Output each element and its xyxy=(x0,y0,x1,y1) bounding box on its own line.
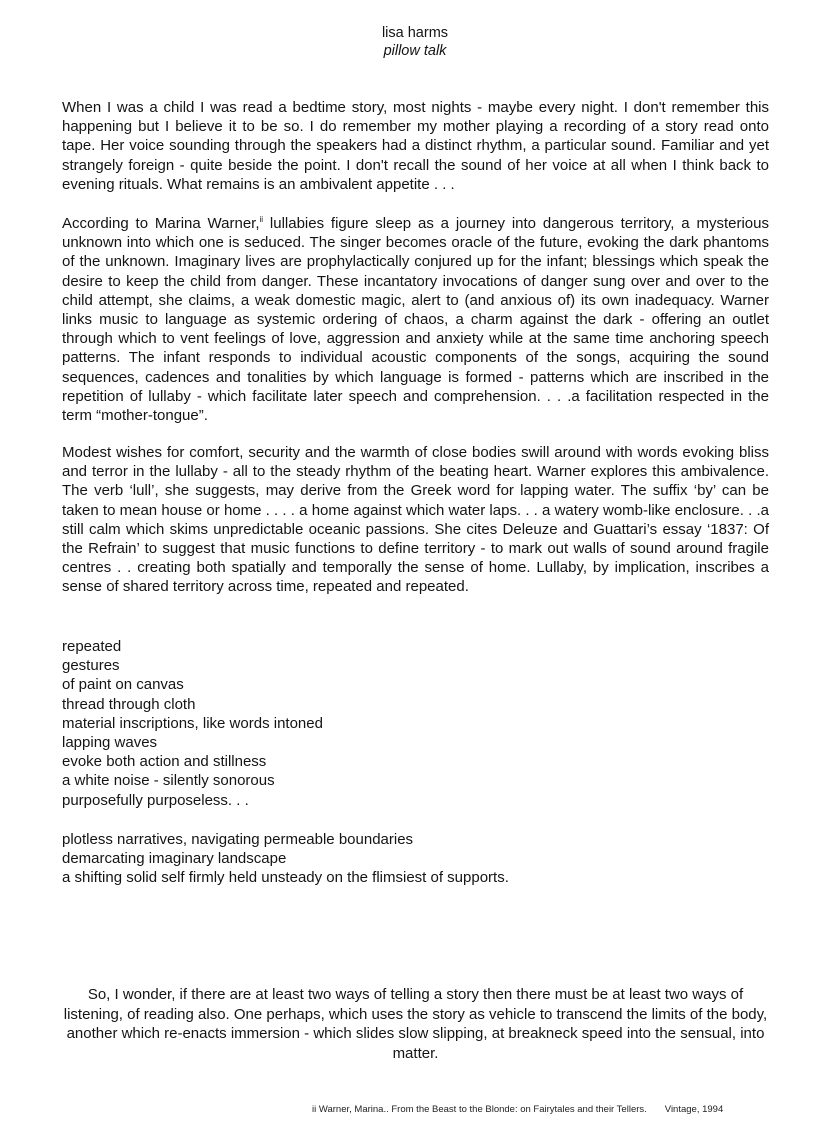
poem-line: a white noise - silently sonorous xyxy=(62,772,275,790)
author-name: lisa harms xyxy=(381,25,449,41)
document-header xyxy=(0,24,830,60)
poem-line: a shifting solid self firmly held unsteady on the flimsiest of supports. xyxy=(62,869,509,887)
poem-line: of paint on canvas xyxy=(62,676,184,694)
footnote-publisher: Vintage, 1994 xyxy=(664,1104,724,1115)
poem-line: thread through cloth xyxy=(62,695,196,713)
footnote-citation: Warner, Marina.. From the Beast to the Blonde: on Fairytales and their Tellers. xyxy=(318,1104,647,1115)
poem-line: material inscriptions, like words intoned xyxy=(62,714,323,732)
poem-line: lapping waves xyxy=(62,734,158,752)
poem-line: repeated xyxy=(62,638,122,655)
document-title: pillow talk xyxy=(383,43,447,59)
paragraph-childhood-bedtime: When I was a child I was read a bedtime story, most nights - maybe every night. I don't remember this happening but I believe it to be so. I do remember my mother playing a recording of a story read onto tape. Her voice sounding through the speakers had a distinct rhythm, a particular sound. Familiar and yet strangely foreign - quite beside the point. I don't recall the sound of her voice at all when I think back to evening rituals. What remains is an ambivalent appetite . . . xyxy=(62,99,769,193)
poem-stanza-1 xyxy=(62,637,769,810)
footnote xyxy=(312,1104,723,1116)
paragraph-text-start: According to Marina Warner, xyxy=(62,215,260,232)
poem-line: gestures xyxy=(62,657,120,675)
footnote-marker: ii xyxy=(312,1104,317,1115)
closing-paragraph: So, I wonder, if there are at least two ways of telling a story then there must be at least two ways of listening, of reading also. One perhaps, which uses the story as vehicle to transcend the limits of the body, another which re-enacts immersion - which slides slow slipping, at breakneck speed into the sensual, into matter. xyxy=(63,986,768,1062)
poem-line: purposefully purposeless. . . xyxy=(62,791,249,809)
paragraph-text-rest: lullabies figure sleep as a journey into dangerous territory, a mysterious unknown into which one is seduced. The singer becomes oracle of the future, evoking the dark phantoms of the unknown. Imaginary lives are prophylactically conjured up for the infant; blessings which speak the desire to keep the child from danger. These incantatory invocations of danger sung over and over to the child attempt, she claims, a weak domestic magic, alert to (and anxious of) its own inadequacy. Warner links music to language as systemic ordering of chaos, a charm against the dark - offering an outlet through which to vent feelings of love, aggression and anxiety while at the same time anchoring speech patterns. The infant responds to individual acoustic components of the songs, acquiring the sound sequences, cadences and tonalities by which language is formed - patterns which are inscribed in the repetition of lullaby - which facilitate later speech and comprehension. . . .a facilitation respected in the term “mother-tongue”. xyxy=(62,215,769,425)
paragraph-marina-warner xyxy=(62,214,769,425)
poem-line: evoke both action and stillness xyxy=(62,753,267,771)
poem-line: plotless narratives, navigating permeable boundaries xyxy=(62,831,414,848)
footnote-reference: ii xyxy=(259,215,264,224)
poem-line: demarcating imaginary landscape xyxy=(62,850,287,868)
paragraph-lullaby-ambivalence: Modest wishes for comfort, security and the warmth of close bodies swill around with words evoking bliss and terror in the lullaby - all to the steady rhythm of the beating heart. Warner explores this ambivalence. The verb ‘lull’, she suggests, may derive from the Greek word for lapping water. The suffix ‘by’ can be taken to mean house or home . . . . a home against which water laps. . . a watery womb-like enclosure. . .a still calm which skims unpredictable oceanic passions. She cites Deleuze and Guattari’s essay ‘1837: Of the Refrain’ to suggest that music functions to define territory - to mark out walls of sound around fragile centres . . creating both spatially and temporally the sense of home. Lullaby, by implication, inscribes a sense of shared territory across time, repeated and repeated. xyxy=(62,444,769,596)
poem-stanza-2 xyxy=(62,830,769,888)
